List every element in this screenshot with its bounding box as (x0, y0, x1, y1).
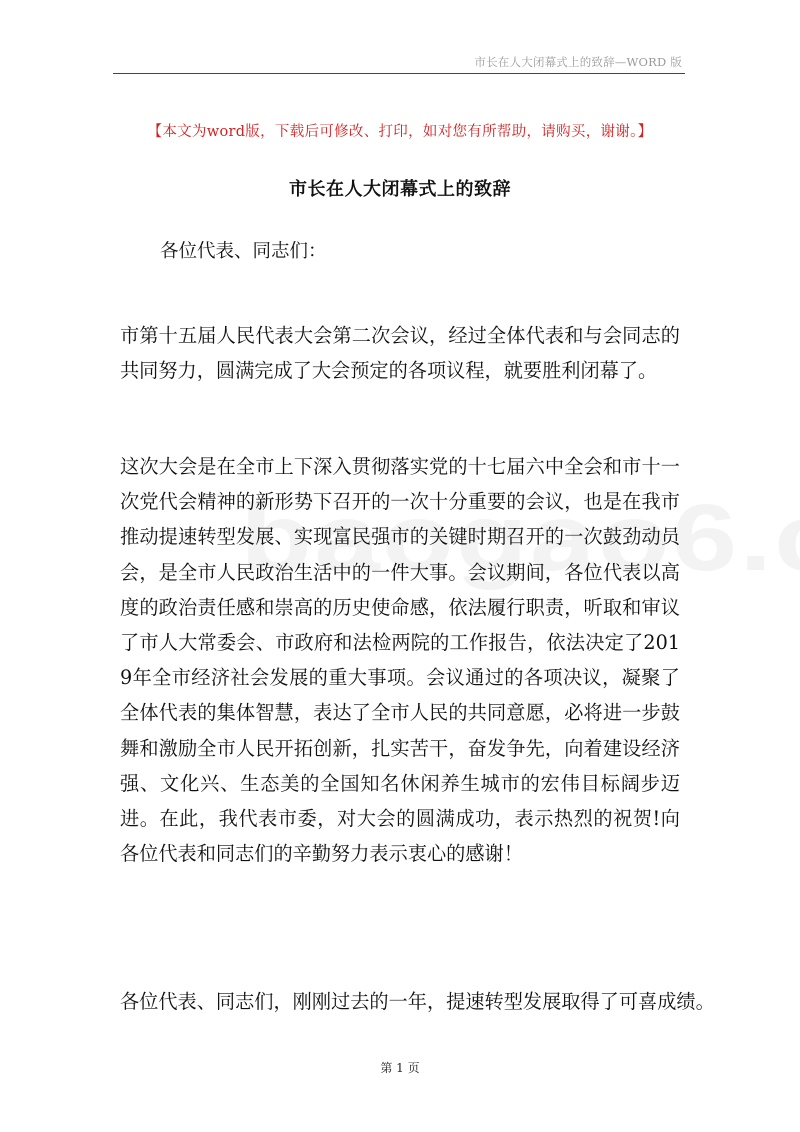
paragraph-3: 各位代表、同志们，刚刚过去的一年，提速转型发展取得了可喜成绩。 (120, 990, 715, 1013)
page-number: 第 1 页 (380, 1061, 420, 1075)
document-title: 市长在人大闭幕式上的致辞 (289, 179, 511, 200)
running-header: 市长在人大闭幕式上的致辞—WORD 版 (474, 55, 682, 69)
header-divider (113, 73, 685, 74)
download-notice: 【本文为word版，下载后可修改、打印，如对您有所帮助，请购买，谢谢。】 (147, 124, 653, 140)
salutation: 各位代表、同志们： (160, 241, 327, 262)
paragraph-2: 这次大会是在全市上下深入贯彻落实党的十七届六中全会和市十一次党代会精神的新形势下召开的一次十分重要的会议，也是在我市推动提速转型发展、实现富民强市的关键时期召开的一次鼓劲动员会，是全市人民政治生活中的一件大事。会议期间，各位代表以高度的政治责任感和崇高的历史使命感，依法履行职责，听取和审议了市人大常委会、市政府和法检两院的工作报告，依法决定了2019年全市经济社会发展的重大事项。会议通过的各项决议，凝聚了全体代表的集体智慧，表达了全市人民的共同意愿，必将进一步鼓舞和激励全市人民开拓创新，扎实苦干，奋发争先，向着建设经济强、文化兴、生态美的全国知名休闲养生城市的宏伟目标阔步迈进。在此，我代表市委，对大会的圆满成功，表示热烈的祝贺!向各位代表和同志们的辛勤努力表示衷心的感谢！ (120, 455, 680, 866)
paragraph-1: 市第十五届人民代表大会第二次会议，经过全体代表和与会同志的共同努力，圆满完成了大会预定的各项议程，就要胜利闭幕了。 (120, 324, 680, 383)
